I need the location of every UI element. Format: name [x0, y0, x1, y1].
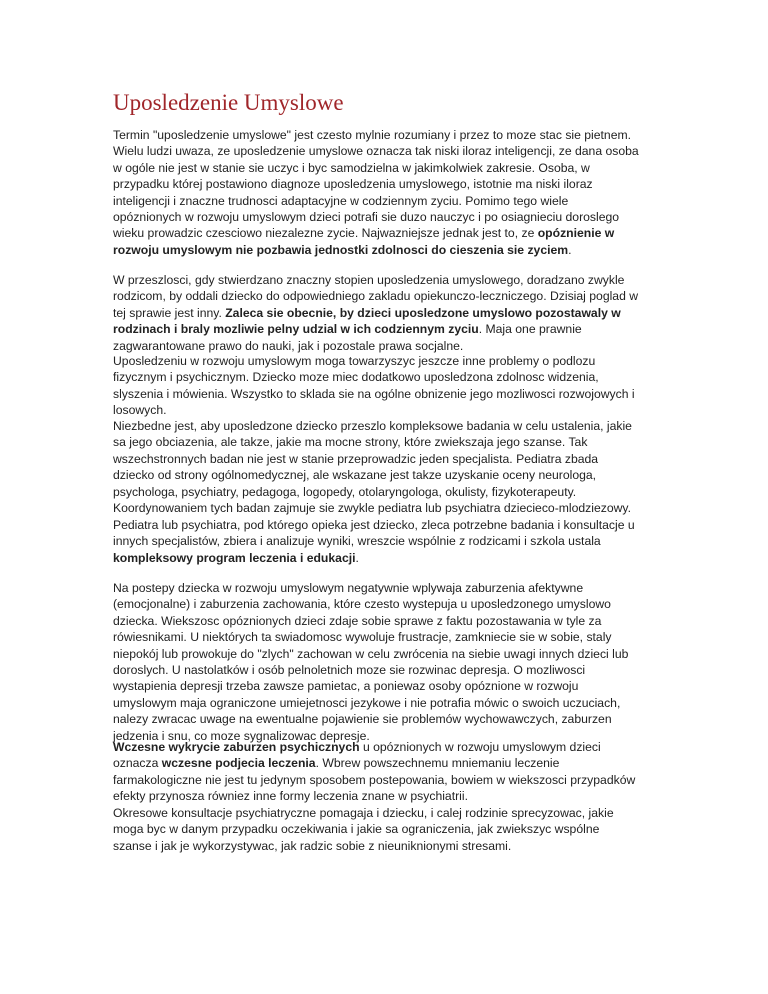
text-span: fizycznym i psychicznym. Dziecko moze miec dodatkowo uposledzona zdolnosc widzenia,	[113, 370, 599, 385]
text-line	[113, 160, 673, 176]
text-span: losowych.	[113, 403, 167, 418]
bold-text: opóznienie w	[537, 226, 615, 241]
text-span: doroslych. U nastolatków i osób pelnoletnich moze sie rozwinac depresja. O mozliwosci	[113, 663, 586, 678]
text-line	[113, 662, 673, 678]
text-span: Na postepy dziecka w rozwoju umyslowym negatywnie wplywaja zaburzenia afektywne	[113, 581, 584, 595]
text-line	[113, 288, 673, 304]
text-line	[113, 805, 673, 821]
bold-text: rozwoju umyslowym nie pozbawia jednostki zdolnosci do cieszenia sie zyciem	[113, 242, 569, 257]
text-span: Termin "uposledzenie umyslowe" jest czesto mylnie rozumiany i przez to moze stac sie pietnem.	[113, 128, 632, 142]
text-line	[113, 143, 673, 159]
page-title: Uposledzenie Umyslowe	[113, 90, 344, 115]
text-span: nalezy zwracac uwage na ewentualne pojawienie sie problemów wychowawczych, zaburzen	[113, 712, 612, 727]
text-span: dziecko od strony ogólnomedycznej, ale wskazane jest takze uzyskanie oceny neurologa,	[113, 468, 597, 483]
text-span: sa jego obciazenia, ale takze, jakie ma mocne strony, które zwiekszaja jego szanse. Tak	[113, 435, 588, 450]
text-line	[113, 517, 673, 533]
text-span: umyslowym maja ograniczone umiejetnosci jezykowe i nie potrafia mówic o swoich uczuciach,	[113, 695, 621, 710]
text-line	[113, 739, 673, 755]
text-span: Okresowe konsultacje psychiatryczne pomagaja i dziecku, i calej rodzinie sprecyzowac, jakie	[113, 806, 614, 820]
text-span: .	[568, 242, 572, 257]
paragraph-comprehensive-tests	[113, 418, 673, 516]
text-span: zagwarantowane prawo do nauki, jak i pozostale prawa socjalne.	[113, 338, 464, 353]
bold-text: Wczesne wykrycie zaburzen psychicznych	[113, 740, 360, 754]
text-span: wieku prowadzic czesciowo niezalezne zycie. Najwazniejsze jednak jest to, ze	[113, 226, 538, 241]
paragraph-additional-problems	[113, 353, 673, 419]
text-line	[113, 838, 673, 854]
text-line	[113, 242, 673, 258]
text-line	[113, 596, 673, 612]
text-span: innych specjalistów, zbiera i analizuje wyniki, wreszcie wspólnie z rodzicami i szkola ustala	[113, 534, 601, 549]
text-span: psychologa, psychiatry, pedagoga, logopedy, otolaryngologa, okulisty, fizykoterapeuty.	[113, 484, 577, 499]
text-span: Uposledzeniu w rozwoju umyslowym moga towarzyszyc jeszcze inne problemy o podlozu	[113, 354, 596, 368]
text-span: moga byc w danym przypadku oczekiwania i jakie sa ograniczenia, jak zwiekszyc wspólne	[113, 822, 600, 837]
text-line	[113, 467, 673, 483]
text-line	[113, 484, 673, 500]
text-line	[113, 209, 673, 225]
text-line	[113, 821, 673, 837]
text-line	[113, 176, 673, 192]
text-line	[113, 788, 673, 804]
text-span: wystapienia depresji trzeba zawsze pamietac, a poniewaz osoby opóznione w rozwoju	[113, 679, 579, 694]
text-line	[113, 305, 673, 321]
text-line	[113, 193, 673, 209]
text-span: wszechstronnych badan nie jest w stanie przeprowadzic jeden specjalista. Pediatra zbada	[113, 451, 599, 466]
text-line	[113, 533, 673, 549]
text-line	[113, 755, 673, 771]
text-span: .	[355, 550, 359, 565]
text-span: Koordynowaniem tych badan zajmuje sie zwykle pediatra lub psychiatra dziecieco-mlodziezowy.	[113, 501, 631, 516]
text-span: jedzenia i snu, co moze sygnalizowac depresje.	[113, 728, 370, 743]
text-line	[113, 418, 673, 434]
text-line	[113, 451, 673, 467]
text-line	[113, 695, 673, 711]
bold-text: kompleksowy program leczenia i edukacji	[113, 550, 356, 565]
text-span: rówiesnikami. U niektórych ta swiadomosc wywoluje frustracje, zamkniecie sie w sobie, staly	[113, 630, 612, 645]
text-span: (emocjonalne) i zaburzenia zachowania, które czesto wystepuja u uposledzonego umyslowo	[113, 597, 611, 612]
text-span: farmakologiczne nie jest tu jedynym sposobem postepowania, bowiem w wiekszosci przypadków	[113, 772, 636, 787]
text-span: inteligencji i znaczne trudnosci adaptacyjne w codziennym zyciu. Pomimo tego wiele	[113, 193, 569, 208]
text-line	[113, 402, 673, 418]
bold-text: wczesne podjecia leczenia	[161, 756, 316, 771]
text-line	[113, 629, 673, 645]
text-line	[113, 646, 673, 662]
text-span: W przeszlosci, gdy stwierdzano znaczny stopien uposledzenia umyslowego, doradzano zwykle	[113, 273, 625, 287]
text-span: Niezbedne jest, aby uposledzone dziecko przeszlo kompleksowe badania w celu ustalenia, jakie	[113, 419, 632, 433]
text-span: rodzicom, by oddali dziecko do odpowiedniego zakladu opiekunczo-leczniczego. Dzisiaj poglad w	[113, 289, 639, 304]
text-span: szanse i jak je wykorzystywac, jak radzic sobie z nieuniknionymi stresami.	[113, 838, 512, 853]
text-span: Pediatra lub psychiatra, pod którego opieka jest dziecko, zleca potrzebne badania i konsultacje u	[113, 518, 635, 532]
text-span: w ogóle nie jest w stanie sie uczyc i byc samodzielna w jakimkolwiek zakresie. Osoba, w	[113, 160, 590, 175]
text-line	[113, 772, 673, 788]
text-span: tej sprawie jest inny.	[113, 305, 226, 320]
text-line	[113, 613, 673, 629]
text-line	[113, 550, 673, 566]
paragraph-consultations	[113, 805, 673, 854]
paragraph-emotional-disorders	[113, 580, 673, 744]
text-line	[113, 580, 673, 596]
text-span: efekty przynosza równiez inne formy leczenia znane w psychiatrii.	[113, 789, 468, 804]
text-line	[113, 678, 673, 694]
text-span: . Wbrew powszechnemu mniemaniu leczenie	[315, 756, 560, 771]
text-span: opóznionych w rozwoju umyslowym dzieci potrafi sie duzo nauczyc i po osiagnieciu doroslego	[113, 210, 620, 225]
text-span: niepokój lub prowokuje do "zlych" zachowan w celu zwrócenia na siebie uwagi innych dzieci lub	[113, 646, 629, 661]
text-line	[113, 127, 673, 143]
text-line	[113, 711, 673, 727]
text-line	[113, 386, 673, 402]
text-span: . Maja one prawnie	[478, 322, 582, 337]
paragraph-early-detection	[113, 739, 673, 805]
paragraph-care-in-family	[113, 272, 673, 354]
text-line	[113, 225, 673, 241]
text-span: slyszenia i mówienia. Wszystko to sklada sie na ogólne obnizenie jego mozliwosci rozwojowych i	[113, 386, 635, 401]
text-span: oznacza	[113, 756, 162, 771]
text-line	[113, 500, 673, 516]
text-line	[113, 369, 673, 385]
text-span: Wielu ludzi uwaza, ze uposledzenie umyslowe oznacza tak niski iloraz inteligencji, ze dana osoba	[113, 144, 639, 159]
paragraph-coordination	[113, 517, 673, 566]
bold-text: rodzinach i braly mozliwie pelny udzial w ich codziennym zyciu	[113, 322, 479, 337]
text-line	[113, 272, 673, 288]
text-line	[113, 353, 673, 369]
text-span: dziecka. Wiekszosc opóznionych dzieci zdaje sobie sprawe z faktu pozostawania w tyle za	[113, 613, 602, 628]
text-line	[113, 338, 673, 354]
bold-text: Zaleca sie obecnie, by dzieci uposledzone umyslowo pozostawaly w	[225, 305, 621, 320]
text-span: przypadku której postawiono diagnoze uposledzenia umyslowego, istotnie ma niski iloraz	[113, 177, 593, 192]
text-span: u opóznionych w rozwoju umyslowym dzieci	[359, 740, 601, 754]
text-line	[113, 434, 673, 450]
paragraph-intro	[113, 127, 673, 258]
text-line	[113, 321, 673, 337]
